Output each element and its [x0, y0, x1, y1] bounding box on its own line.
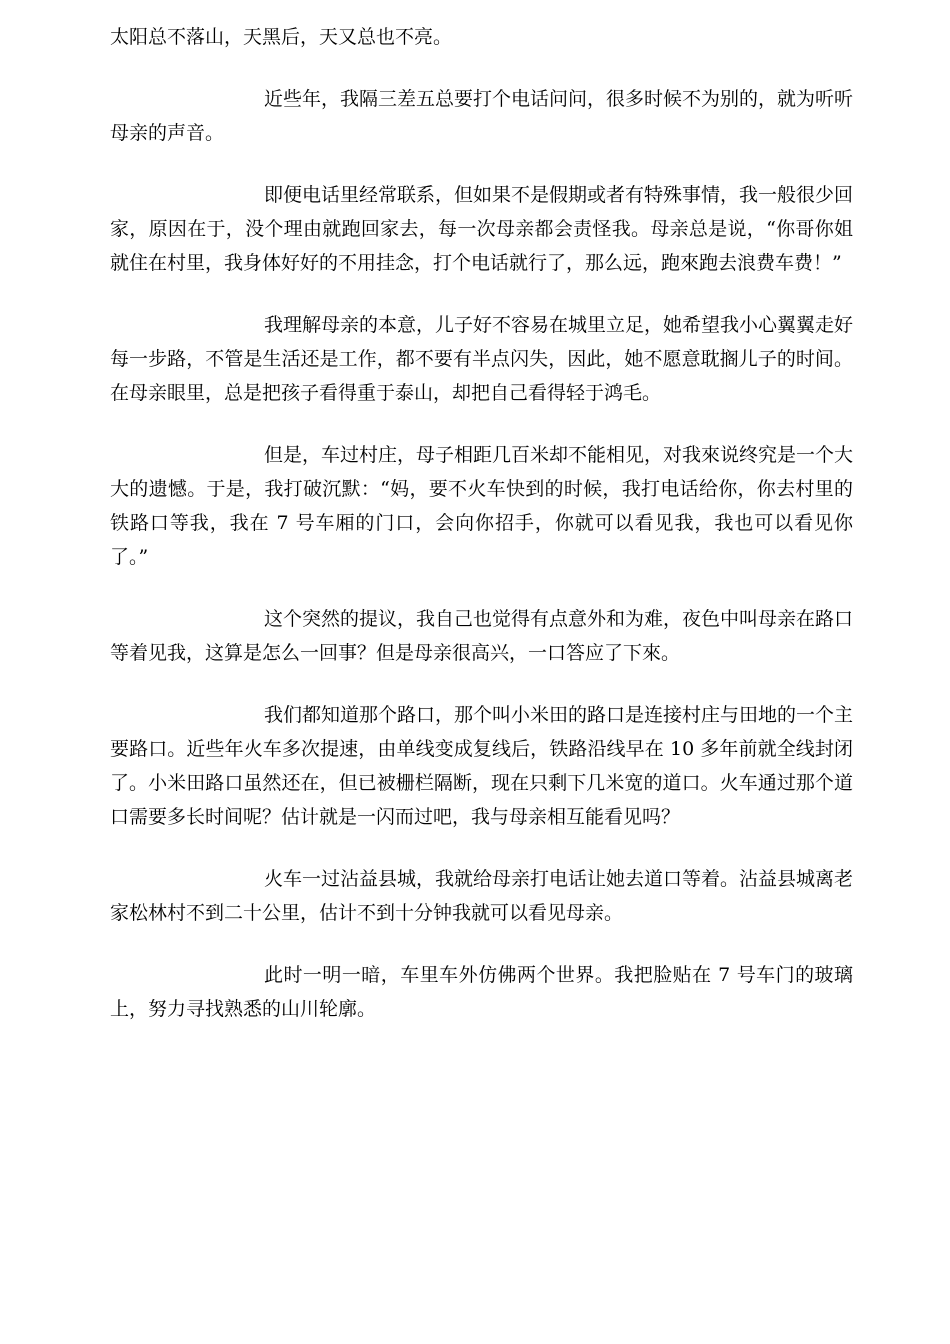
paragraph-4: 我理解母亲的本意，儿子好不容易在城里立足，她希望我小心翼翼走好每一步路，不管是生活还是工作，都不要有半点闪失，因此，她不愿意耽搁儿子的时间。在母亲眼里，总是把孩子看得重于泰山，却把自己看得轻于鸿毛。 [110, 314, 854, 404]
paragraph-7: 我们都知道那个路口，那个叫小米田的路口是连接村庄与田地的一个主要路口。近些年火车多次提速，由单线变成复线后，铁路沿线早在 10 多年前就全线封闭了。小米田路口虽然还在，但已被栅栏隔断，现在只剩下几米宽的道口。火车通过那个道口需要多长时间呢？估计就是一闪而过吧，我与母亲相互能看见吗？ [110, 704, 854, 828]
paragraph-3: 即便电话里经常联系，但如果不是假期或者有特殊事情，我一般很少回家，原因在于，没个理由就跑回家去，每一次母亲都会责怪我。母亲总是说，“你哥你姐就住在村里，我身体好好的不用挂念，打个电话就行了，那么远，跑來跑去浪费车费！” [110, 184, 854, 274]
paragraph-1: 太阳总不落山，天黑后，天又总也不亮。 [110, 26, 453, 48]
paragraph-2: 近些年，我隔三差五总要打个电话问问，很多时候不为别的，就为听听母亲的声音。 [110, 88, 854, 144]
paragraph-6: 这个突然的提议，我自己也觉得有点意外和为难，夜色中叫母亲在路口等着见我，这算是怎么一回事？但是母亲很高兴，一口答应了下來。 [110, 608, 854, 664]
document-body [110, 20, 853, 1054]
paragraph-9: 此时一明一暗，车里车外仿佛两个世界。我把脸贴在 7 号车门的玻璃上，努力寻找熟悉的山川轮廓。 [110, 964, 853, 1020]
paragraph-5: 但是，车过村庄，母子相距几百米却不能相见，对我來说终究是一个大大的遗憾。于是，我打破沉默：“妈，要不火车快到的时候，我打电话给你，你去村里的铁路口等我，我在 7 号车厢的门口，会向你招手，你就可以看见我，我也可以看见你了。” [110, 444, 854, 568]
paragraph-8: 火车一过沾益县城，我就给母亲打电话让她去道口等着。沾益县城离老家松林村不到二十公里，估计不到十分钟我就可以看见母亲。 [110, 868, 854, 924]
